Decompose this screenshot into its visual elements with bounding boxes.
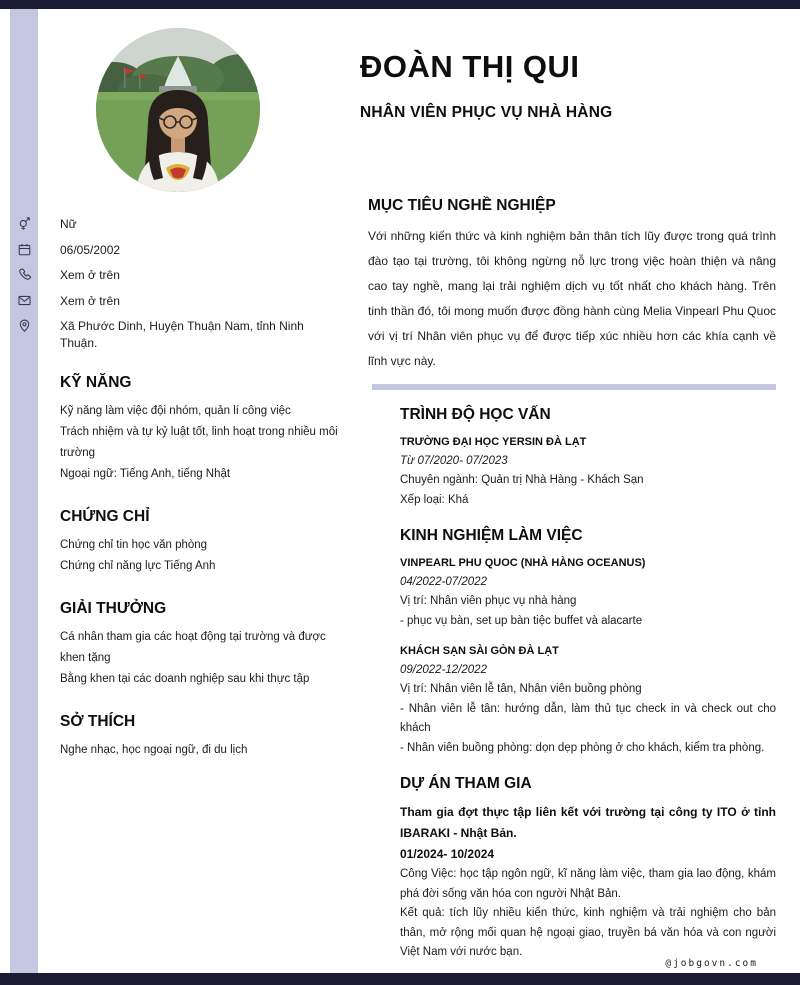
- text-line: Chứng chỉ tin học văn phòng: [60, 539, 208, 551]
- text-line: Cá nhân tham gia các hoạt động tại trường và được khen tặng: [60, 631, 326, 664]
- text-line: Xếp loại: Khá: [400, 493, 469, 506]
- objective-text: Với những kiến thức và kinh nghiệm bản thân tích lũy được trong quá trình đào tạo tại trường, tôi không ngừng nỗ lực trong việc hoàn thiện và nâng cao tay nghề, mang lại trải nghiệm dịch vụ tốt nhất cho khách hàng. Trên tinh thần đó, tôi mong muốn được đồng hành cùng Melia Vinpearl Phu Quoc với vị trí Nhân viên phục vụ để được tiếp xúc nhiều hơn các khía cạnh về lĩnh vực này.: [368, 229, 776, 368]
- section-certificates: [60, 508, 348, 577]
- text-line: Chuyên ngành: Quản trị Nhà Hàng - Khách Sạn: [400, 474, 644, 486]
- right-column: [368, 197, 776, 980]
- education-period: Từ 07/2020- 07/2023: [400, 455, 508, 467]
- job-period: 09/2022-12/2022: [400, 664, 487, 676]
- section-title: SỞ THÍCH: [60, 713, 136, 730]
- side-accent-strip: [10, 9, 38, 973]
- contact-value-address: Xã Phước Dinh, Huyện Thuận Nam, tỉnh Ninh Thuận.: [60, 319, 304, 350]
- contact-value-phone: Xem ở trên: [60, 268, 120, 282]
- job-entry: [400, 554, 776, 631]
- text-line: Chứng chỉ năng lực Tiếng Anh: [60, 560, 216, 572]
- contact-row-birthdate: [10, 240, 350, 266]
- contact-row-email: [10, 291, 350, 317]
- text-line: - phục vụ bàn, set up bàn tiệc buffet và alacarte: [400, 614, 643, 627]
- company-name: VINPEARL PHU QUOC (NHÀ HÀNG OCEANUS): [400, 557, 646, 569]
- section-title: DỰ ÁN THAM GIA: [400, 775, 532, 792]
- left-column: [60, 374, 348, 784]
- text-line: Ngoại ngữ: Tiếng Anh, tiếng Nhật: [60, 468, 231, 480]
- company-name: KHÁCH SẠN SÀI GÒN ĐÀ LẠT: [400, 645, 559, 657]
- section-projects: [400, 775, 776, 963]
- section-title: CHỨNG CHỈ: [60, 508, 150, 525]
- email-icon: [10, 291, 38, 307]
- section-objective: [368, 197, 776, 374]
- job-period: 04/2022-07/2022: [400, 576, 487, 588]
- candidate-name: ĐOÀN THỊ QUI: [360, 49, 580, 84]
- candidate-job-title: NHÂN VIÊN PHỤC VỤ NHÀ HÀNG: [360, 104, 613, 121]
- profile-photo: [96, 28, 260, 192]
- contact-value-gender: Nữ: [60, 217, 77, 231]
- text-line: - Nhân viên lễ tân: hướng dẫn, làm thủ tục check in và check out cho khách: [400, 702, 776, 734]
- right-column-indented: [368, 406, 776, 963]
- location-icon: [10, 316, 38, 332]
- text-line: - Nhân viên buồng phòng: dọn dẹp phòng ở cho khách, kiểm tra phòng.: [400, 741, 765, 754]
- contact-value-birthdate: 06/05/2002: [60, 242, 121, 257]
- contact-value-email: Xem ở trên: [60, 293, 120, 308]
- project-period: 01/2024- 10/2024: [400, 847, 495, 861]
- text-line: Nghe nhạc, học ngoại ngữ, đi du lịch: [60, 744, 248, 756]
- school-name: TRƯỜNG ĐẠI HỌC YERSIN ĐÀ LẠT: [400, 436, 587, 448]
- section-title: KINH NGHIỆM LÀM VIỆC: [400, 527, 583, 544]
- section-title: KỸ NĂNG: [60, 374, 132, 391]
- gender-icon: [10, 214, 38, 230]
- bottom-bar: [0, 973, 800, 985]
- section-hobbies: [60, 713, 348, 761]
- text-line: Kỹ năng làm việc đội nhóm, quản lí công việc: [60, 405, 291, 417]
- text-line: Trách nhiệm và tự kỷ luật tốt, linh hoạt trong nhiều môi trường: [60, 426, 338, 459]
- text-line: Công Việc: học tập ngôn ngữ, kĩ năng làm việc, tham gia lao động, khám phá đời sống văn hóa con người Nhật Bản.: [400, 868, 776, 900]
- section-experience: [400, 527, 776, 758]
- section-skills: [60, 374, 348, 485]
- job-entry: [400, 642, 776, 758]
- section-title: MỤC TIÊU NGHỀ NGHIỆP: [368, 197, 556, 214]
- phone-icon: [10, 265, 38, 281]
- section-awards: [60, 600, 348, 690]
- section-education: [400, 406, 776, 510]
- project-name: Tham gia đợt thực tập liên kết với trường tại công ty ITO ở tỉnh IBARAKI - Nhật Bản.: [400, 805, 776, 840]
- text-line: Kết quả: tích lũy nhiều kiến thức, kinh nghiệm và trải nghiệm cho bản thân, mở rộng mối quan hệ ngoại giao, truyền bá văn hóa và con người Việt Nam với nước bạn.: [400, 907, 776, 958]
- contact-row-gender: [10, 214, 350, 240]
- text-line: Vị trí: Nhân viên phục vụ nhà hàng: [400, 595, 577, 607]
- top-bar: [0, 0, 800, 9]
- section-title: TRÌNH ĐỘ HỌC VẤN: [400, 406, 551, 423]
- header: [360, 50, 780, 122]
- section-divider: [372, 384, 776, 390]
- text-line: Bằng khen tại các doanh nghiệp sau khi thực tập: [60, 673, 310, 685]
- text-line: Vị trí: Nhân viên lễ tân, Nhân viên buồng phòng: [400, 683, 642, 695]
- calendar-icon: [10, 240, 38, 256]
- watermark: @jobgovn.com: [665, 958, 758, 969]
- section-title: GIẢI THƯỞNG: [60, 600, 167, 617]
- contact-row-phone: [10, 265, 350, 291]
- contact-list: [10, 214, 350, 352]
- contact-row-address: [10, 316, 350, 352]
